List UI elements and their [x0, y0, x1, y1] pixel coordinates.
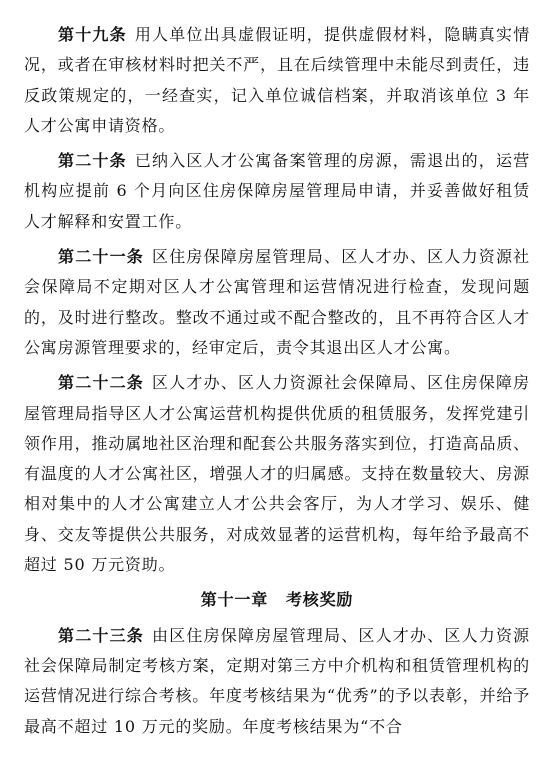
chapter-heading: [24, 585, 530, 615]
article-label: 第二十一条: [58, 247, 144, 267]
document-page: [24, 20, 530, 747]
article-text: 用人单位出具虚假证明，提供虚假材料，隐瞒真实情况，或者在审核材料时把关不严，且在后续管理中未能尽到责任，违反政策规定的，一经查实，记入单位诚信档案，并取消该单位 3 年人才公寓申请资格。: [24, 25, 531, 135]
article-text: 区住房保障房屋管理局、区人才办、区人力资源社会保障局不定期对区人才公寓管理和运营情况进行检查，发现问题的，及时进行整改。整改不通过或不配合整改的，且不再符合区人才公寓房源管理要求的，经审定后，责令其退出区人才公寓。: [24, 247, 530, 357]
article-text: 已纳入区人才公寓备案管理的房源，需退出的，运营机构应提前 6 个月向区住房保障房屋管理局申请，并妥善做好租赁人才解释和安置工作。: [24, 151, 531, 231]
chapter-number: 第十一章: [200, 590, 268, 610]
article-20: [24, 146, 530, 237]
article-23: [24, 621, 530, 742]
chapter-title: 考核奖励: [286, 590, 354, 610]
article-label: 第二十三条: [58, 625, 144, 645]
article-label: 第二十条: [58, 151, 127, 171]
article-label: 第二十二条: [58, 373, 144, 393]
article-text: 由区住房保障房屋管理局、区人才办、区人力资源社会保障局制定考核方案，定期对第三方中介机构和租赁管理机构的运营情况进行综合考核。年度考核结果为“优秀”的予以表彰，并给予最高不超过 10 万元的奖励。年度考核结果为“不合: [24, 625, 530, 736]
article-22: [24, 368, 530, 580]
article-text: 区人才办、区人力资源社会保障局、区住房保障房屋管理局指导区人才公寓运营机构提供优质的租赁服务，发挥党建引领作用，推动属地社区治理和配套公共服务落实到位，打造高品质、有温度的人才公寓社区，增强人才的归属感。支持在数量较大、房源相对集中的人才公寓建立人才公共会客厅，为人才学习、娱乐、健身、交友等提供公共服务，对成效显著的运营机构，每年给予最高不超过 50 万元资助。: [24, 373, 530, 575]
article-21: [24, 242, 530, 363]
article-label: 第十九条: [58, 25, 127, 44]
article-19: [24, 20, 530, 141]
